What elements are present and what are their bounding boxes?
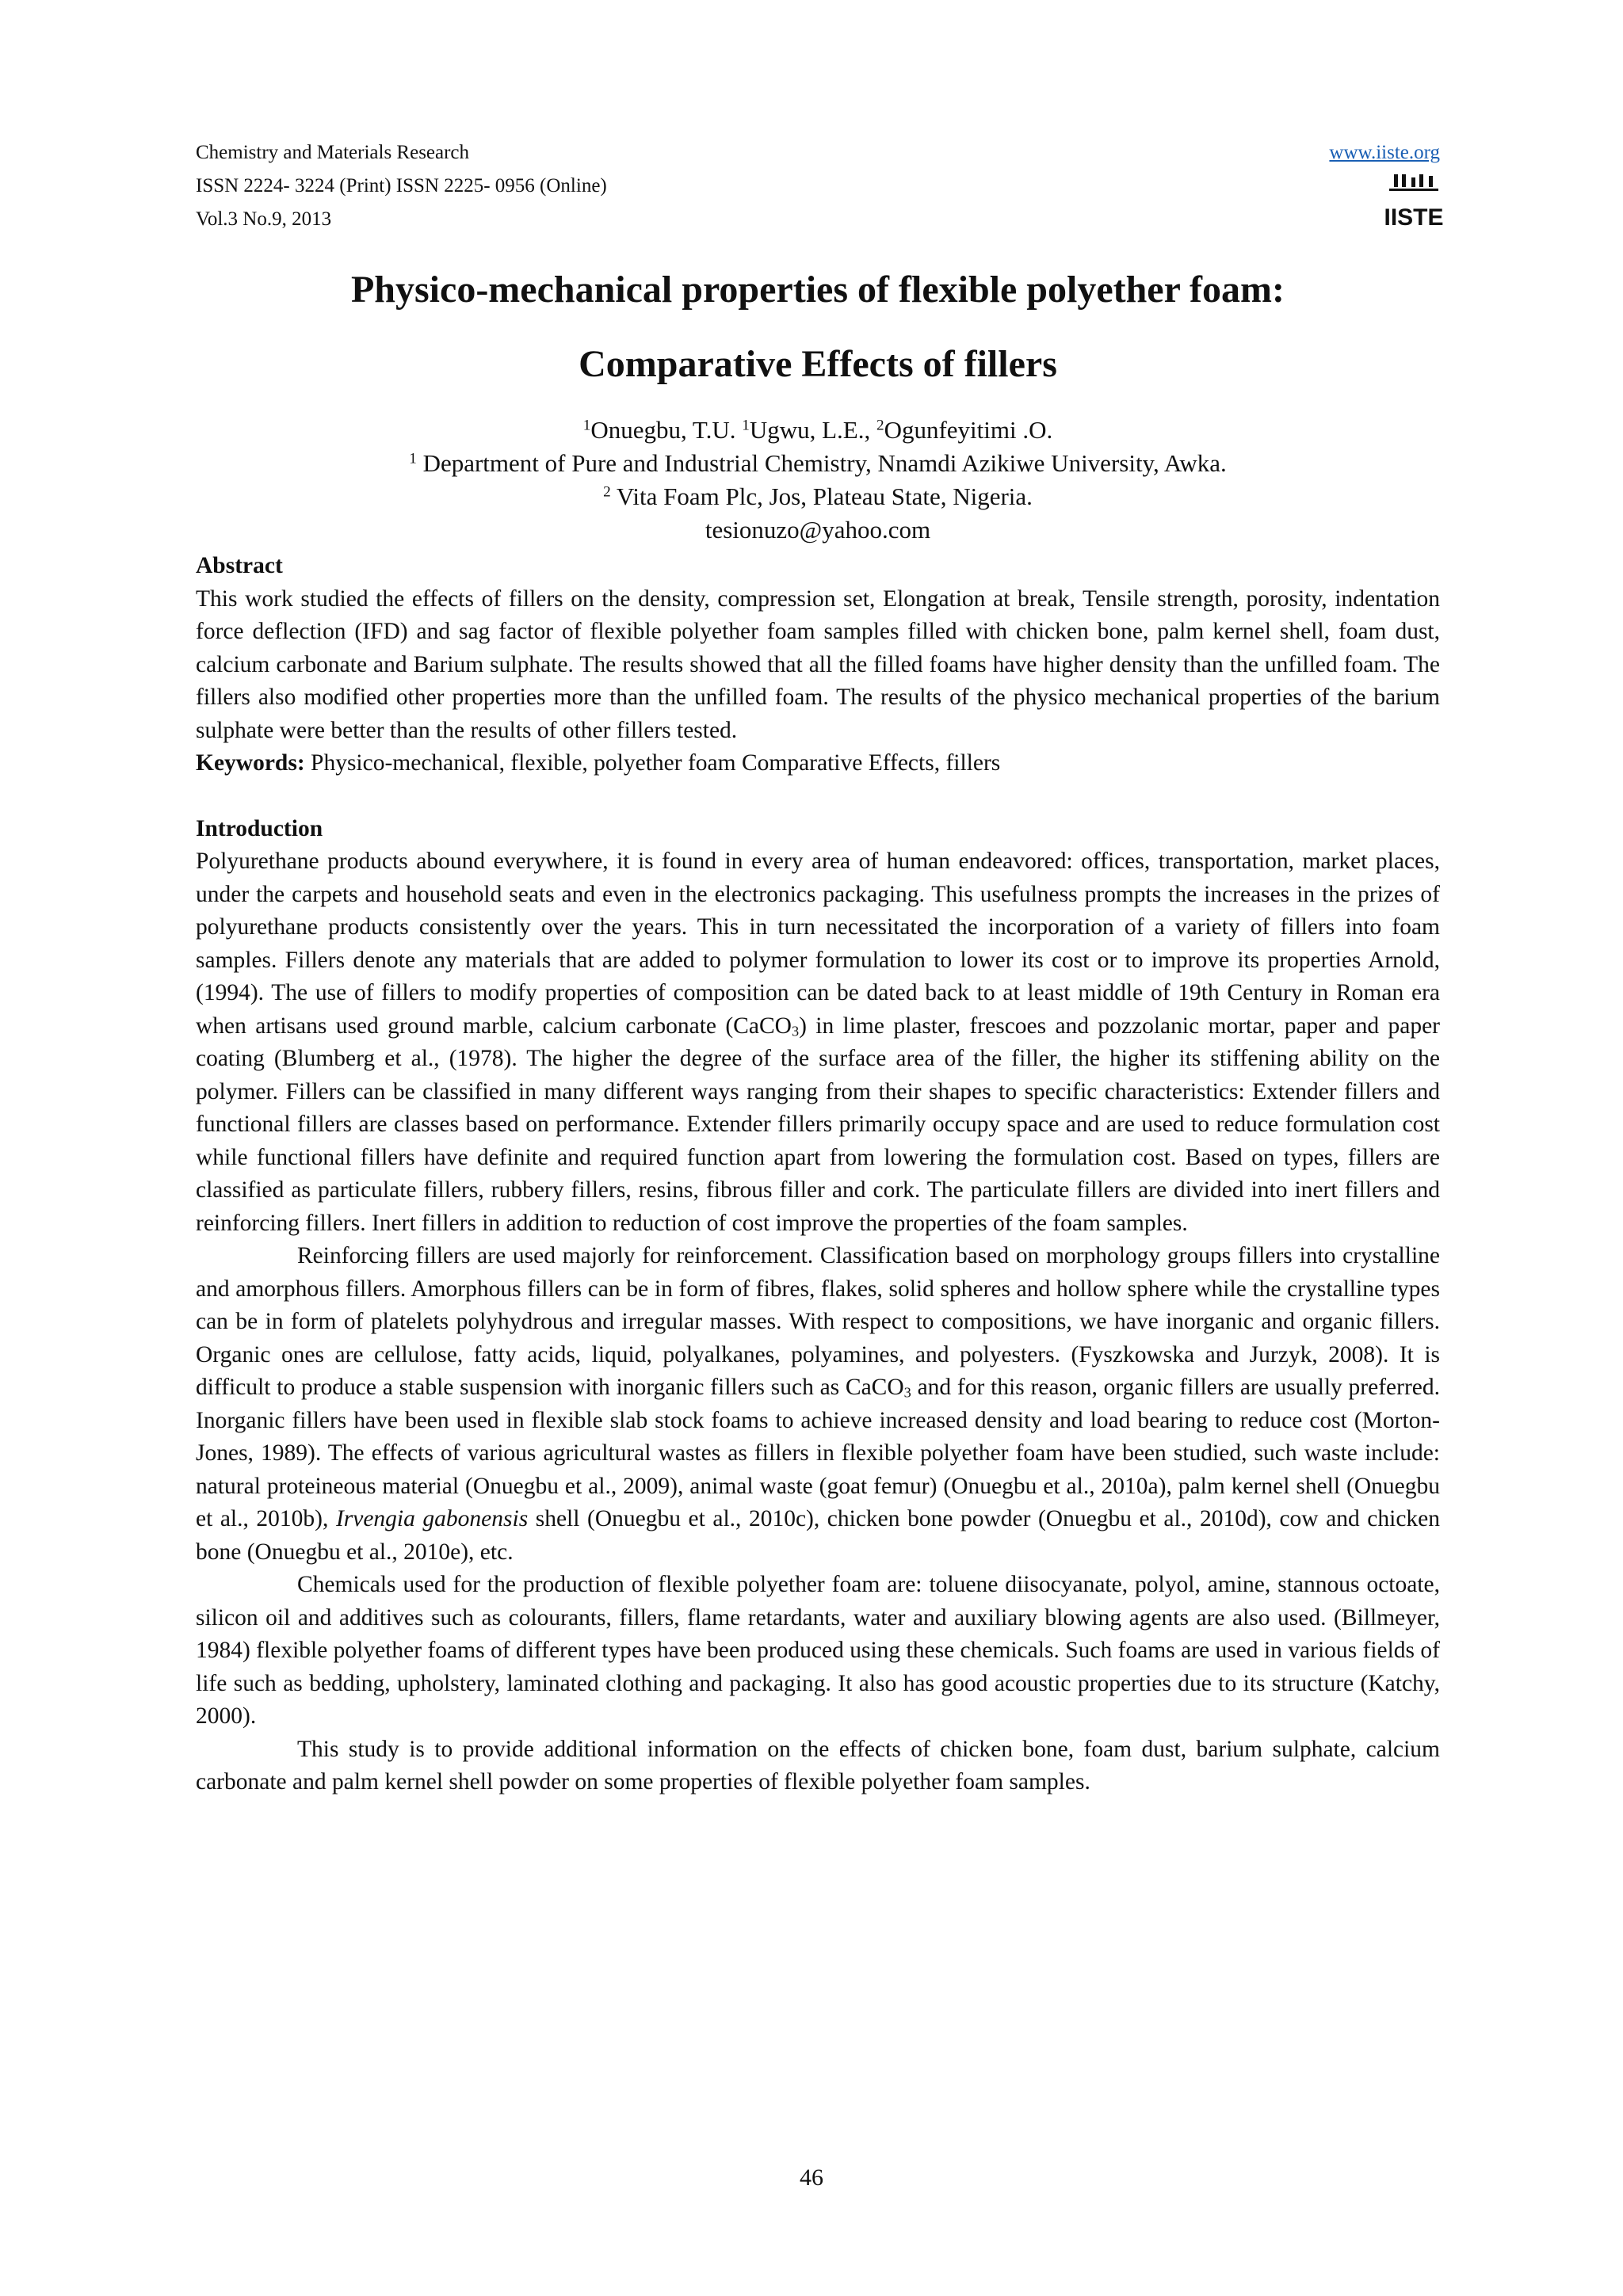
journal-name: Chemistry and Materials Research [196, 142, 470, 163]
keywords-label: Keywords: [196, 750, 305, 776]
intro-p2-part-a: Reinforcing fillers are used majorly for reinforcement. Classification based on morphology groups fillers into crystalline and amorphous fillers. Amorphous fillers can be in form of fibres, flakes, solid spheres and hollow sphere while the crystalline types can be in form of platelets polyhydrous and irregular masses. With respect to compositions, we have inorganic and organic fillers. Organic ones are cellulose, fatty acids, liquid, polyalkanes, polyamines, and polyesters. (Fyszkowska and Jurzyk, 2008). It is difficult to produce a stable suspension with inorganic fillers such as CaCO [196, 1243, 1440, 1400]
journal-info [196, 136, 607, 236]
author-email: tesionuzo@yahoo.com [705, 516, 931, 543]
author-2: Ugwu, L.E., [749, 416, 876, 444]
volume-line: Vol.3 No.9, 2013 [196, 208, 332, 230]
intro-p1-part-a: Polyurethane products abound everywhere, it is found in every area of human endeavored: offices, transportation, market places, under the carpets and household seats and even in the electronics packaging. This usefulness prompts the increases in the prizes of polyurethane products consistently over the years. This in turn necessitated the incorporation of a variety of fillers into foam samples. Fillers denote any materials that are added to polymer formulation to lower its cost or to improve its properties Arnold, (1994). The use of fillers to modify properties of composition can be dated back to at least middle of 19th Century in Roman era when artisans used ground marble, calcium carbonate (CaCO [196, 849, 1440, 1039]
affiliation-2-marker: 2 [603, 483, 611, 501]
intro-p1-subscript: 3 [791, 1023, 800, 1039]
affiliation-2-text: Vita Foam Plc, Jos, Plateau State, Nigeria. [610, 482, 1033, 510]
iiste-logo-icon [1384, 173, 1444, 236]
affiliation-1-marker: 1 [409, 450, 417, 467]
author-3: Ogunfeyitimi .O. [884, 416, 1053, 444]
keywords-line [196, 747, 1440, 780]
author-1: Onuegbu, T.U. [590, 416, 743, 444]
keywords-text: Physico-mechanical, flexible, polyether foam Comparative Effects, fillers [304, 750, 1001, 776]
intro-p1-part-b: ) in lime plaster, frescoes and pozzolanic mortar, paper and paper coating (Blumberg et al., (1978). The higher the degree of the surface area of the filler, the higher its stiffening ability on the polymer. Fillers can be classified in many different ways ranging from their shapes to specific characteristics: Extender fillers and functional fillers are classes based on performance. Extender fillers primarily occupy space and are used to reduce formulation cost while functional fillers have definite and required function apart from lowering the formulation cost. Based on types, fillers are classified as particulate fillers, rubbery fillers, resins, fibrous filler and cork. The particulate fillers are divided into inert fillers and reinforcing fillers. Inert fillers in addition to reduction of cost improve the properties of the foam samples. [196, 1013, 1440, 1236]
affiliation-1-text: Department of Pure and Industrial Chemistry, Nnamdi Azikiwe University, Awka. [416, 449, 1227, 477]
affiliation-2 [196, 480, 1440, 513]
intro-paragraph-1 [196, 845, 1440, 1240]
introduction-heading: Introduction [196, 815, 323, 841]
author-block [196, 414, 1440, 547]
issn-line: ISSN 2224- 3224 (Print) ISSN 2225- 0956 (Online) [196, 175, 607, 196]
author-2-marker: 1 [742, 417, 750, 434]
intro-p2-part-c: shell (Onuegbu et al., 2010c), chicken bone powder (Onuegbu et al., 2010d), cow and chicken bone (Onuegbu et al., 2010e), etc. [196, 1506, 1441, 1565]
intro-p2-subscript: 3 [903, 1384, 911, 1401]
logo-lettering: IISTE [1384, 204, 1444, 231]
author-3-marker: 2 [876, 417, 884, 434]
journal-brand [1329, 136, 1444, 236]
intro-paragraph-3: Chemicals used for the production of flexible polyether foam are: toluene diisocyanate, polyol, amine, stannous octoate, silicon oil and additives such as colourants, fillers, flame retardants, water and auxiliary blowing agents are also used. (Billmeyer, 1984) flexible polyether foams of different types have been produced using these chemicals. Such foams are used in various fields of life such as bedding, upholstery, laminated clothing and packaging. It also has good acoustic properties due to its structure (Katchy, 2000). [196, 1572, 1440, 1729]
page-number: 46 [800, 2164, 823, 2191]
author-names [196, 414, 1440, 447]
author-1-marker: 1 [582, 417, 591, 434]
intro-p2-italic-species: Irvengia gabonensis [335, 1506, 529, 1531]
website-link[interactable]: www.iiste.org [1329, 142, 1440, 163]
abstract-text: This work studied the effects of fillers on the density, compression set, Elongation at break, Tensile strength, porosity, indentation force deflection (IFD) and sag factor of flexible polyether foam samples filled with chicken bone, palm kernel shell, foam dust, calcium carbonate and Barium sulphate. The results showed that all the filled foams have higher density than the unfilled foam. The fillers also modified other properties more than the unfilled foam. The results of the physico mechanical properties of the barium sulphate were better than the results of other fillers tested. [196, 585, 1440, 743]
intro-paragraph-2 [196, 1240, 1440, 1569]
section-spacer [196, 780, 1440, 813]
abstract-heading: Abstract [196, 553, 283, 578]
paper-title-line-1: Physico-mechanical properties of flexible polyether foam: [350, 269, 1285, 311]
affiliation-1 [196, 447, 1440, 480]
intro-paragraph-4: This study is to provide additional information on the effects of chicken bone, foam dust, barium sulphate, calcium carbonate and palm kernel shell powder on some properties of flexible polyether foam samples. [196, 1736, 1440, 1794]
paper-title-line-2: Comparative Effects of fillers [579, 343, 1057, 385]
paper-body [196, 550, 1440, 1799]
intro-p2-part-b: and for this reason, organic fillers are usually preferred. Inorganic fillers have been used in flexible slab stock foams to achieve increased density and load bearing to reduce cost (Morton-Jones, 1989). The effects of various agricultural wastes as fillers in flexible polyether foam have been studied, such waste include: natural proteineous material (Onuegbu et al., 2009), animal waste (goat femur) (Onuegbu et al., 2010a), palm kernel shell (Onuegbu et al., 2010b), [196, 1375, 1441, 1531]
